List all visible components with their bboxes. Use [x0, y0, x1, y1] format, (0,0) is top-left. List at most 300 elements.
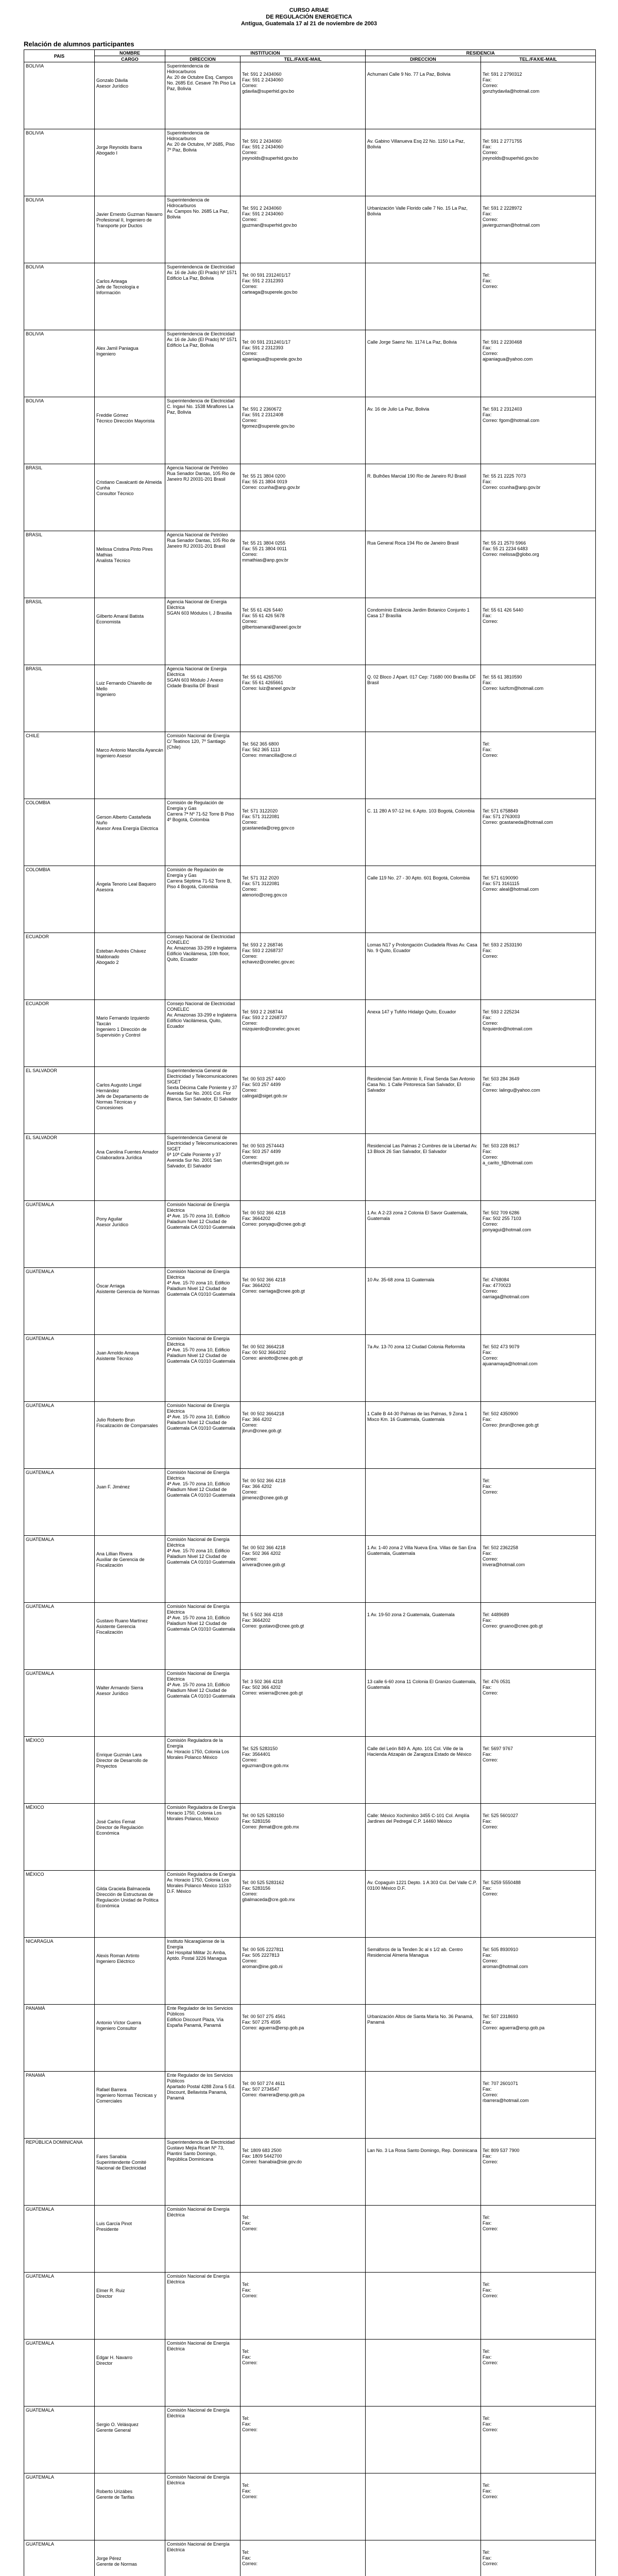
cell-res-tel [481, 2072, 596, 2139]
participant-name: Freddie Gómez [96, 413, 129, 418]
cell-res-direccion [366, 1603, 481, 1670]
cell-pais: BRASIL [24, 464, 95, 531]
inst-tel-line: Fax: [242, 2555, 251, 2561]
inst-tel-line: Tel: 591 2 2434060 [242, 72, 282, 77]
cell-nombre-cargo [95, 196, 165, 263]
inst-tel-line: Tel: 55 61 4265700 [242, 674, 282, 680]
cell-pais: GUATEMALA [24, 1469, 95, 1536]
cell-res-direccion [366, 866, 481, 933]
participant-name: Carlos Arteaga [96, 279, 127, 284]
res-tel-line: Correo: aleal@hotmail.com [483, 887, 539, 892]
inst-tel-line: Correo: [242, 820, 258, 825]
cell-res-tel [481, 1871, 596, 1938]
inst-tel-line: Fax: [242, 2354, 251, 2360]
inst-tel-line: Correo: fsanabia@sie.gov.do [242, 2159, 302, 2164]
inst-direccion-line: Comisión Nacional de Energía Eléctrica [167, 2341, 230, 2351]
inst-tel-line: Tel: 55 21 3804 0200 [242, 473, 286, 479]
cell-inst-direccion [165, 933, 241, 1000]
cell-res-direccion [366, 1134, 481, 1201]
res-tel-line: Tel: 505 8930910 [483, 1947, 519, 1952]
table-row [24, 1603, 596, 1670]
inst-direccion-line: Comisión Nacional de Energía [167, 733, 230, 738]
cell-pais: COLOMBIA [24, 799, 95, 866]
cell-res-tel [481, 2273, 596, 2340]
inst-direccion-line: Av. Horacio 1750, Colonia Los Morales Polanco México [167, 1749, 229, 1760]
cell-nombre-cargo [95, 62, 165, 129]
cell-res-tel [481, 1603, 596, 1670]
cell-res-tel [481, 2540, 596, 2576]
res-direccion-line: Calle: México Xochimilco 3455 C-101 Col. Amplía Jardines del Pedregal C.P. 14460 México [367, 1813, 470, 1824]
res-tel-line: Tel: 809 537 7900 [483, 2148, 520, 2153]
inst-direccion-line: Agencia Nacional de Energia Eléctrica [167, 666, 227, 677]
res-tel-line: Fax: [483, 211, 492, 216]
cell-pais: ECUADOR [24, 1000, 95, 1067]
inst-tel-line: Fax: 55 61 4265661 [242, 680, 284, 685]
table-row [24, 1067, 596, 1134]
res-tel-line: Fax: [483, 2555, 492, 2561]
inst-direccion-line: 4ª Ave. 15-70 zona 10, Edificio Paladium Nivel 12 Ciudad de Guatemala CA 01010 Guatemala [167, 1615, 235, 1632]
cell-nombre-cargo [95, 1804, 165, 1871]
res-tel-line: Fax: [483, 1484, 492, 1489]
table-row [24, 1134, 596, 1201]
res-tel-line: aroman@hotmail.com [483, 1964, 528, 1969]
participant-cargo-line: Profesional II, Ingeniero de Transporte por Ductos [96, 217, 152, 228]
participant-cargo-line: Fiscalización de Comparsales [96, 1423, 158, 1428]
table-row [24, 1670, 596, 1737]
res-tel-line: Fax: [483, 77, 492, 82]
cell-pais: BRASIL [24, 531, 95, 598]
cell-nombre-cargo [95, 2473, 165, 2540]
inst-tel-line: Fax: 591 2 2312408 [242, 412, 284, 417]
res-tel-line: gonzhydavila@hotmail.com [483, 89, 540, 94]
cell-res-tel [481, 263, 596, 330]
inst-tel-line: fgomez@superele.gov.bo [242, 423, 295, 429]
inst-tel-line: Correo: [242, 418, 258, 423]
inst-direccion-line: Comisión Nacional de Energía Eléctrica [167, 1336, 230, 1347]
res-tel-line: Correo: [483, 1891, 499, 1896]
inst-tel-line: Correo: [242, 2293, 258, 2298]
cell-inst-direccion [165, 2473, 241, 2540]
table-row [24, 330, 596, 397]
cell-inst-direccion [165, 1000, 241, 1067]
participant-cargo-line: Ingeniero [96, 692, 116, 697]
cell-inst-tel [241, 2206, 366, 2273]
cell-nombre-cargo [95, 1134, 165, 1201]
inst-direccion-line: Comisión Nacional de Energía Eléctrica [167, 1269, 230, 1280]
cell-res-direccion [366, 62, 481, 129]
inst-tel-line: Tel: 00 591 2312401/17 [242, 340, 291, 345]
col-header-pais: PAIS [24, 50, 95, 62]
res-tel-line: Fax: [483, 948, 492, 953]
participant-name: Luis García Pinot [96, 2221, 132, 2226]
cell-res-direccion [366, 732, 481, 799]
res-tel-line: Fax: [483, 1551, 492, 1556]
cell-inst-direccion [165, 1067, 241, 1134]
res-tel-line: Fax: [483, 1618, 492, 1623]
cell-nombre-cargo [95, 1469, 165, 1536]
inst-direccion-line: Comisión Nacional de Energía Eléctrica [167, 1470, 230, 1481]
cell-inst-direccion [165, 2139, 241, 2206]
inst-direccion-line: Comisión Reguladora de Energía [167, 1872, 236, 1877]
cell-nombre-cargo [95, 1402, 165, 1469]
cell-res-direccion [366, 933, 481, 1000]
inst-direccion-line: Comisión Nacional de Energía Eléctrica [167, 1403, 230, 1414]
res-tel-line: Tel: 55 21 2225 7073 [483, 473, 526, 479]
res-tel-line: Correo: [483, 2092, 499, 2097]
table-row [24, 1201, 596, 1268]
cell-nombre-cargo [95, 2406, 165, 2473]
inst-tel-line: Tel: 591 2 2434060 [242, 206, 282, 211]
inst-tel-line: Tel: 00 502 366 4218 [242, 1478, 286, 1483]
res-tel-line: Tel: 591 2 2312403 [483, 406, 522, 412]
participant-name: Alex Jamil Paniagua [96, 346, 139, 351]
participant-name: Fares Sanabia [96, 2154, 127, 2159]
res-tel-line: Fax: [483, 412, 492, 417]
res-direccion-line: Av. Copaguín 1221 Depto. 1 A 303 Col. Del Valle C.P. 03100 México D.F. [367, 1880, 477, 1891]
inst-tel-line: Correo: [242, 954, 258, 959]
cell-res-direccion [366, 665, 481, 732]
inst-tel-line: gcastaneda@creg.gov.co [242, 825, 295, 831]
inst-direccion-line: Rua Senador Dantas, 105 Rio de Janeiro RJ 20031-201 Brasil [167, 538, 235, 549]
cell-inst-direccion [165, 1603, 241, 1670]
cell-res-direccion [366, 1268, 481, 1335]
res-tel-line: Tel: [483, 273, 490, 278]
inst-direccion-line: Superintendencia de Electricidad [167, 2140, 235, 2145]
res-tel-line: Correo: [483, 1289, 499, 1294]
res-tel-line: Fax: [483, 2020, 492, 2025]
inst-tel-line: Fax: 3564401 [242, 1752, 271, 1757]
participant-name: Alexis Roman Artinto [96, 1953, 140, 1958]
res-tel-line: ajuanamaya@hotmail.com [483, 1361, 538, 1366]
participant-cargo-line: Jefe de Departamento de Normas Técnicas y Concesiones [96, 1094, 149, 1110]
section-title: Relación de alumnos participantes [24, 40, 134, 48]
res-tel-line: Tel: [483, 2215, 490, 2220]
inst-tel-line: Tel: 00 505 2227811 [242, 1947, 284, 1952]
cell-nombre-cargo [95, 2072, 165, 2139]
cell-res-tel [481, 2406, 596, 2473]
cell-pais: CHILE [24, 732, 95, 799]
res-tel-line: Tel: 507 2318693 [483, 2014, 519, 2019]
inst-tel-line: Fax: 507 2734547 [242, 2087, 280, 2092]
inst-direccion-line: Comisión Reguladora de la Energía [167, 1738, 223, 1749]
res-tel-line: Correo: [483, 2159, 499, 2164]
table-row [24, 464, 596, 531]
cell-inst-direccion [165, 196, 241, 263]
res-tel-line: Fax: [483, 2354, 492, 2360]
cell-nombre-cargo [95, 1000, 165, 1067]
cell-res-tel [481, 1536, 596, 1603]
cell-nombre-cargo [95, 2540, 165, 2576]
participant-name: Edgar H. Navarro [96, 2355, 133, 2360]
inst-tel-line: Correo: [242, 887, 258, 892]
cell-pais: BOLIVIA [24, 196, 95, 263]
inst-tel-line: Correo: [242, 2561, 258, 2566]
participant-cargo-line: Dirección de Estructuras de Regulación Unidad de Política Económica [96, 1892, 159, 1908]
cell-res-tel [481, 665, 596, 732]
res-tel-line: Correo: [483, 1222, 499, 1227]
table-group-header-row [24, 50, 596, 56]
cell-inst-direccion [165, 598, 241, 665]
cell-pais: COLOMBIA [24, 866, 95, 933]
cell-inst-tel [241, 531, 366, 598]
inst-tel-line: Fax: 3664202 [242, 1618, 271, 1623]
inst-direccion-line: 4ª Ave. 15-70 zona 10, Edificio Paladium Nivel 12 Ciudad de Guatemala CA 01010 Guatemala [167, 1682, 235, 1699]
inst-tel-line: Tel: [242, 2282, 250, 2287]
inst-tel-line: Tel: 00 507 274 4611 [242, 2081, 285, 2086]
cell-res-tel [481, 598, 596, 665]
table-row [24, 1000, 596, 1067]
res-direccion-line: 1 Av. 19-50 zona 2 Guatemala, Guatemala [367, 1612, 455, 1617]
inst-direccion-line: Comisión Nacional de Energía Eléctrica [167, 2541, 230, 2552]
res-tel-line: Correo: [483, 1958, 499, 1963]
table-row [24, 732, 596, 799]
inst-tel-line: Tel: 00 502 3664218 [242, 1344, 284, 1349]
cell-pais: NICARAGUA [24, 1938, 95, 2005]
cell-pais: BRASIL [24, 598, 95, 665]
inst-tel-line: Fax: 571 3122081 [242, 814, 280, 819]
res-tel-line: Tel: 571 6190090 [483, 875, 519, 880]
cell-res-direccion [366, 2540, 481, 2576]
res-direccion-line: Calle Jorge Saenz No. 1174 La Paz, Bolivia [367, 340, 457, 345]
cell-inst-tel [241, 799, 366, 866]
cell-res-direccion [366, 1804, 481, 1871]
table-row [24, 2340, 596, 2406]
cell-inst-tel [241, 732, 366, 799]
inst-direccion-line: SGAN 603 Módulo J Anexo Cidade Brasília DF Brasil [167, 677, 224, 688]
participant-name: Enrique Guzmán Lara [96, 1752, 142, 1757]
inst-tel-line: Tel: 593 2 2 268746 [242, 942, 283, 947]
inst-tel-line: Fax: 502 366 4202 [242, 1551, 281, 1556]
cell-pais: BRASIL [24, 665, 95, 732]
inst-tel-line: Correo: oarriaga@cnee.gob.gt [242, 1289, 305, 1294]
inst-tel-line: calingal@siget.gob.sv [242, 1093, 287, 1098]
res-tel-line: Fax: [483, 1350, 492, 1355]
cell-res-tel [481, 464, 596, 531]
cell-inst-direccion [165, 799, 241, 866]
cell-inst-tel [241, 2273, 366, 2340]
inst-direccion-line: Comisión Nacional de Energía Eléctrica [167, 1202, 230, 1213]
cell-nombre-cargo [95, 263, 165, 330]
cell-inst-tel [241, 665, 366, 732]
res-tel-line: lrivera@hotmail.com [483, 1562, 525, 1567]
cell-inst-direccion [165, 2273, 241, 2340]
cell-inst-direccion [165, 2340, 241, 2406]
cell-inst-tel [241, 2139, 366, 2206]
cell-res-direccion [366, 1201, 481, 1268]
inst-tel-line: Tel: 00 507 275 4561 [242, 2014, 286, 2019]
participant-name: Gerson Alberto Castañeda Nuño [96, 815, 151, 825]
inst-tel-line: atenorio@creg.gov.co [242, 892, 287, 897]
cell-inst-direccion [165, 866, 241, 933]
res-tel-line: Tel: [483, 1478, 490, 1483]
participant-cargo-line: Ingeniero Eléctrico [96, 1959, 135, 1964]
participant-cargo-line: Consultor Técnico [96, 491, 134, 496]
inst-tel-line: arivera@cnee.gob.gt [242, 1562, 285, 1567]
res-direccion-line: Av. Gabino Villanueva Esq 22 No. 1150 La Paz, Bolivia [367, 139, 465, 149]
inst-tel-line: jreynolds@superhid.gov.bo [242, 156, 298, 161]
inst-tel-line: Correo: [242, 619, 258, 624]
cell-nombre-cargo [95, 1670, 165, 1737]
cell-inst-direccion [165, 1871, 241, 1938]
res-tel-line: Fax: [483, 2087, 492, 2092]
cell-pais: BOLIVIA [24, 129, 95, 196]
inst-tel-line: Correo: [242, 2360, 258, 2365]
cell-inst-tel [241, 2072, 366, 2139]
table-row [24, 1469, 596, 1536]
participant-cargo-line: Analista Técnico [96, 558, 130, 563]
cell-inst-direccion [165, 263, 241, 330]
inst-tel-line: Tel: 562 365 6800 [242, 741, 279, 747]
cell-inst-tel [241, 1871, 366, 1938]
inst-tel-line: Tel: 571 3122020 [242, 808, 278, 814]
inst-direccion-line: C/ Teatinos 120, 7º Santiago (Chile) [167, 739, 226, 750]
res-tel-line: rbarrera@hotmail.com [483, 2098, 529, 2103]
res-tel-line: Fax: 571 3161115 [483, 881, 520, 886]
inst-tel-line: Fax: 562 365 1113 [242, 747, 280, 752]
inst-tel-line: Fax: 593 2 2 2268737 [242, 1015, 287, 1020]
cell-pais: GUATEMALA [24, 2406, 95, 2473]
inst-direccion-line: Consejo Nacional de Electricidad CONELEC [167, 934, 235, 945]
table-row [24, 2273, 596, 2340]
cell-inst-tel [241, 464, 366, 531]
cell-inst-direccion [165, 2206, 241, 2273]
table-row [24, 397, 596, 464]
inst-direccion-line: Av. Amazonas 33-299 e Inglaterra Edificio Vacilámesa, Quito, Ecuador [167, 1012, 237, 1029]
cell-nombre-cargo [95, 330, 165, 397]
cell-nombre-cargo [95, 665, 165, 732]
cell-nombre-cargo [95, 598, 165, 665]
res-tel-line: Fax: [483, 1685, 492, 1690]
cell-res-tel [481, 2473, 596, 2540]
cell-res-direccion [366, 2273, 481, 2340]
inst-tel-line: Tel: 591 2 2360672 [242, 406, 282, 412]
cell-pais: MÉXICO [24, 1737, 95, 1804]
participant-cargo-line: Auxiliar de Gerencia de Fiscalización [96, 1557, 145, 1568]
table-row [24, 2072, 596, 2139]
res-tel-line: Fax: [483, 345, 492, 350]
res-tel-line: ponyagui@hotmail.com [483, 1227, 531, 1232]
res-direccion-line: Calle 119 No. 27 - 30 Apto. 601 Bogotá, Colombia [367, 875, 470, 880]
res-direccion-line: Av. 16 de Julio La Paz, Bolivia [367, 406, 430, 412]
participant-cargo-line: Economista [96, 619, 121, 624]
cell-res-tel [481, 933, 596, 1000]
inst-tel-line: Tel: 00 591 2312401/17 [242, 273, 291, 278]
cell-inst-direccion [165, 2406, 241, 2473]
table-row [24, 933, 596, 1000]
cell-res-tel [481, 397, 596, 464]
inst-tel-line: mmathias@anp.gov.br [242, 557, 289, 563]
inst-tel-line: Fax: 507 275 4595 [242, 2020, 281, 2025]
res-tel-line: Tel: [483, 2483, 490, 2488]
participant-name: Jorge Pérez [96, 2556, 122, 2561]
res-tel-line: Tel: 591 2 2230468 [483, 340, 522, 345]
cell-pais: GUATEMALA [24, 1402, 95, 1469]
participant-name: José Carlos Femat [96, 1819, 135, 1824]
res-tel-line: Correo: gcastaneda@hotmail.com [483, 820, 553, 825]
cell-res-direccion [366, 2206, 481, 2273]
participant-name: Marco Antonio Mancilla Ayancán [96, 748, 163, 753]
cell-inst-direccion [165, 330, 241, 397]
inst-tel-line: Correo: ponyagu@cnee.gob.gt [242, 1222, 306, 1227]
cell-inst-tel [241, 2540, 366, 2576]
cell-inst-direccion [165, 1402, 241, 1469]
cell-inst-direccion [165, 1536, 241, 1603]
cell-res-tel [481, 129, 596, 196]
res-direccion-line: Condomínio Estância Jardim Botanico Conjunto 1 Casa 17 Brasília [367, 607, 470, 618]
cell-res-tel [481, 2206, 596, 2273]
participant-name: Juan F. Jiménez [96, 1484, 130, 1489]
cell-inst-direccion [165, 531, 241, 598]
participant-cargo-line: Asistente Gerencia Fiscalización [96, 1624, 136, 1635]
res-tel-line: Tel: [483, 741, 490, 747]
participant-name: Óscar Arriaga [96, 1283, 125, 1289]
cell-nombre-cargo [95, 1737, 165, 1804]
cell-inst-direccion [165, 732, 241, 799]
cell-nombre-cargo [95, 464, 165, 531]
inst-tel-line: Correo: [242, 1757, 258, 1762]
participant-name: Gustavo Ruano Martínez [96, 1618, 148, 1623]
cell-res-tel [481, 2005, 596, 2072]
inst-direccion-line: SGAN 603 Módulos I, J Brasilia [167, 611, 232, 616]
cell-res-direccion [366, 397, 481, 464]
cell-inst-direccion [165, 2072, 241, 2139]
res-direccion-line: 1 Av. A 2-23 zona 2 Colonia El Savor Guatemala, Guatemala [367, 1210, 468, 1221]
inst-tel-line: mizquierdo@conelec.gov.ec [242, 1026, 300, 1031]
cell-pais: PANAMÁ [24, 2005, 95, 2072]
res-tel-line: Correo: [483, 2561, 499, 2566]
inst-tel-line: Correo: [242, 217, 258, 222]
cell-inst-tel [241, 1000, 366, 1067]
inst-tel-line: gbalmaceda@cre.gob.mx [242, 1897, 295, 1902]
inst-tel-line: Fax: 591 2 2312393 [242, 345, 284, 350]
cell-res-direccion [366, 2005, 481, 2072]
cell-inst-direccion [165, 665, 241, 732]
res-tel-line: Correo: [483, 619, 499, 624]
res-tel-line: oarriaga@hotmail.com [483, 1294, 529, 1299]
cell-nombre-cargo [95, 2340, 165, 2406]
inst-direccion-line: Comisión Nacional de Energía Eléctrica [167, 1671, 230, 1682]
table-row [24, 2406, 596, 2473]
res-tel-line: Tel: 5259 5550488 [483, 1880, 521, 1885]
inst-tel-line: jbrun@cnee.gob.gt [242, 1428, 282, 1433]
cell-res-tel [481, 1000, 596, 1067]
inst-tel-line: Correo: [242, 1155, 258, 1160]
cell-pais: ECUADOR [24, 933, 95, 1000]
res-tel-line: Tel: 591 2 2790312 [483, 72, 522, 77]
cell-nombre-cargo [95, 397, 165, 464]
participant-cargo-line: Director de Regulación Económica [96, 1825, 144, 1836]
cell-pais: GUATEMALA [24, 1201, 95, 1268]
participant-cargo-line: Superintendente Comité Nacional de Electricidad [96, 2160, 147, 2171]
cell-inst-direccion [165, 464, 241, 531]
inst-direccion-line: Carrera Séptima 71-52 Torre B, Piso 4 Bogotá, Colombia [167, 878, 232, 889]
inst-tel-line: Fax: 503 257 4499 [242, 1082, 281, 1087]
cell-pais: MÉXICO [24, 1871, 95, 1938]
res-tel-line: Correo: [483, 1556, 499, 1562]
cell-nombre-cargo [95, 866, 165, 933]
cell-res-direccion [366, 1067, 481, 1134]
table-row [24, 866, 596, 933]
cell-res-direccion [366, 2473, 481, 2540]
res-tel-line: Correo: [483, 83, 499, 88]
inst-direccion-line: Av. 16 de Julio (El Prado) Nº 1571 Edificio La Paz, Bolivia [167, 270, 237, 281]
table-row [24, 196, 596, 263]
participant-cargo-line: Asesor Jurídico [96, 1691, 129, 1696]
inst-tel-line: Fax: 505 2227813 [242, 1953, 280, 1958]
res-tel-line: Correo: [483, 351, 499, 356]
inst-tel-line: jguzman@superhid.gov.bo [242, 223, 297, 228]
res-direccion-line: R. Bulhões Marcial 190 Rio de Janeiro RJ Brasil [367, 473, 467, 479]
